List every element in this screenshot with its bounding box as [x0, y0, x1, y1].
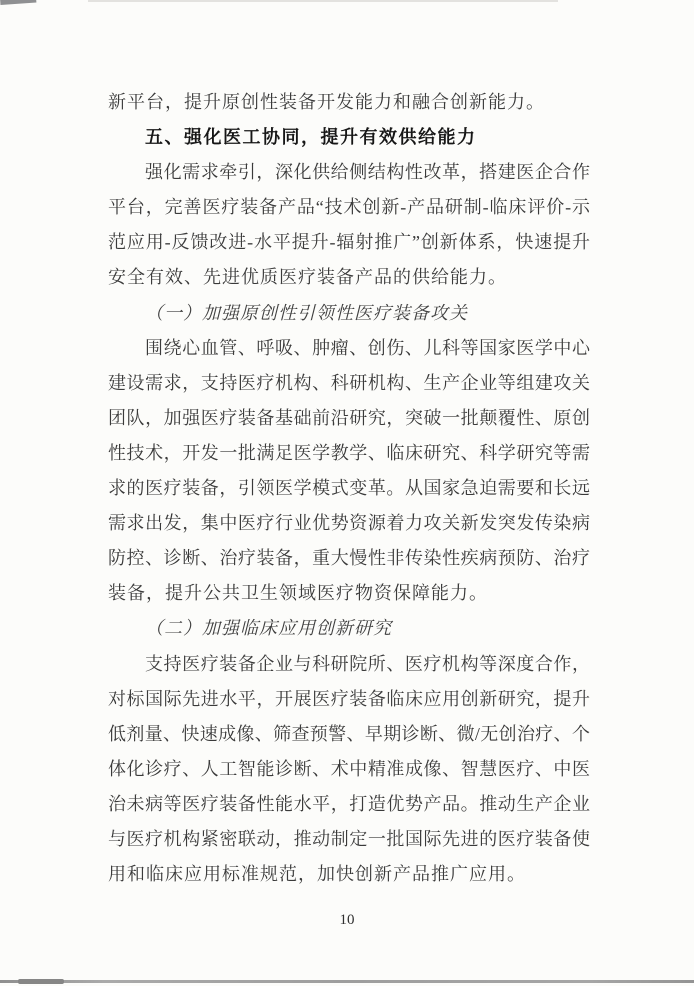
body-line: 围绕心血管、呼吸、肿瘤、创伤、儿科等国家医学中心 — [145, 337, 590, 358]
body-line: 需求出发，集中医疗行业优势资源着力攻关新发突发传染病 — [108, 513, 590, 534]
body-line: 与医疗机构紧密联动，推动制定一批国际先进的医疗装备使 — [108, 828, 590, 849]
body-line: 用和临床应用标准规范，加快创新产品推广应用。 — [108, 864, 526, 885]
body-line: 低剂量、快速成像、筛查预警、早期诊断、微/无创治疗、个 — [108, 723, 590, 744]
body-line: 安全有效、先进优质医疗装备产品的供给能力。 — [108, 267, 507, 288]
body-line: 求的医疗装备，引领医学模式变革。从国家急迫需要和长远 — [108, 478, 590, 499]
body-line: 性技术，开发一批满足医学教学、临床研究、科学研究等需 — [108, 442, 590, 463]
body-line: 团队，加强医疗装备基础前沿研究，突破一批颠覆性、原创 — [108, 407, 590, 428]
body-line: 装备，提升公共卫生领域医疗物资保障能力。 — [108, 583, 488, 604]
scan-artifact-bottom-blob — [18, 979, 64, 984]
subsection-heading: （二）加强临床应用创新研究 — [145, 618, 392, 639]
body-line: 防控、诊断、治疗装备，重大慢性非传染性疾病预防、治疗 — [108, 548, 590, 569]
scan-artifact-top-left — [0, 0, 36, 5]
subsection-heading: （一）加强原创性引领性医疗装备攻关 — [145, 302, 468, 323]
body-line: 支持医疗装备企业与科研院所、医疗机构等深度合作， — [145, 653, 590, 674]
body-line: 建设需求，支持医疗机构、科研机构、生产企业等组建攻关 — [108, 372, 590, 393]
scan-artifact-bottom-edge — [0, 980, 694, 983]
page-number: 10 — [339, 912, 355, 928]
body-line: 范应用-反馈改进-水平提升-辐射推广”创新体系，快速提升 — [108, 232, 590, 253]
body-line: 治未病等医疗装备性能水平，打造优势产品。推动生产企业 — [108, 793, 590, 814]
body-line: 体化诊疗、人工智能诊断、术中精准成像、智慧医疗、中医 — [108, 758, 590, 779]
body-line: 平台，完善医疗装备产品“技术创新-产品研制-临床评价-示 — [108, 197, 590, 218]
scan-artifact-top-edge — [88, 0, 558, 2]
body-line: 强化需求牵引，深化供给侧结构性改革，搭建医企合作 — [145, 162, 590, 183]
body-line: 新平台，提升原创性装备开发能力和融合创新能力。 — [108, 92, 545, 112]
document-body — [108, 85, 590, 892]
section-heading: 五、强化医工协同，提升有效供给能力 — [145, 127, 477, 148]
body-line: 对标国际先进水平，开展医疗装备临床应用创新研究，提升 — [108, 688, 590, 709]
